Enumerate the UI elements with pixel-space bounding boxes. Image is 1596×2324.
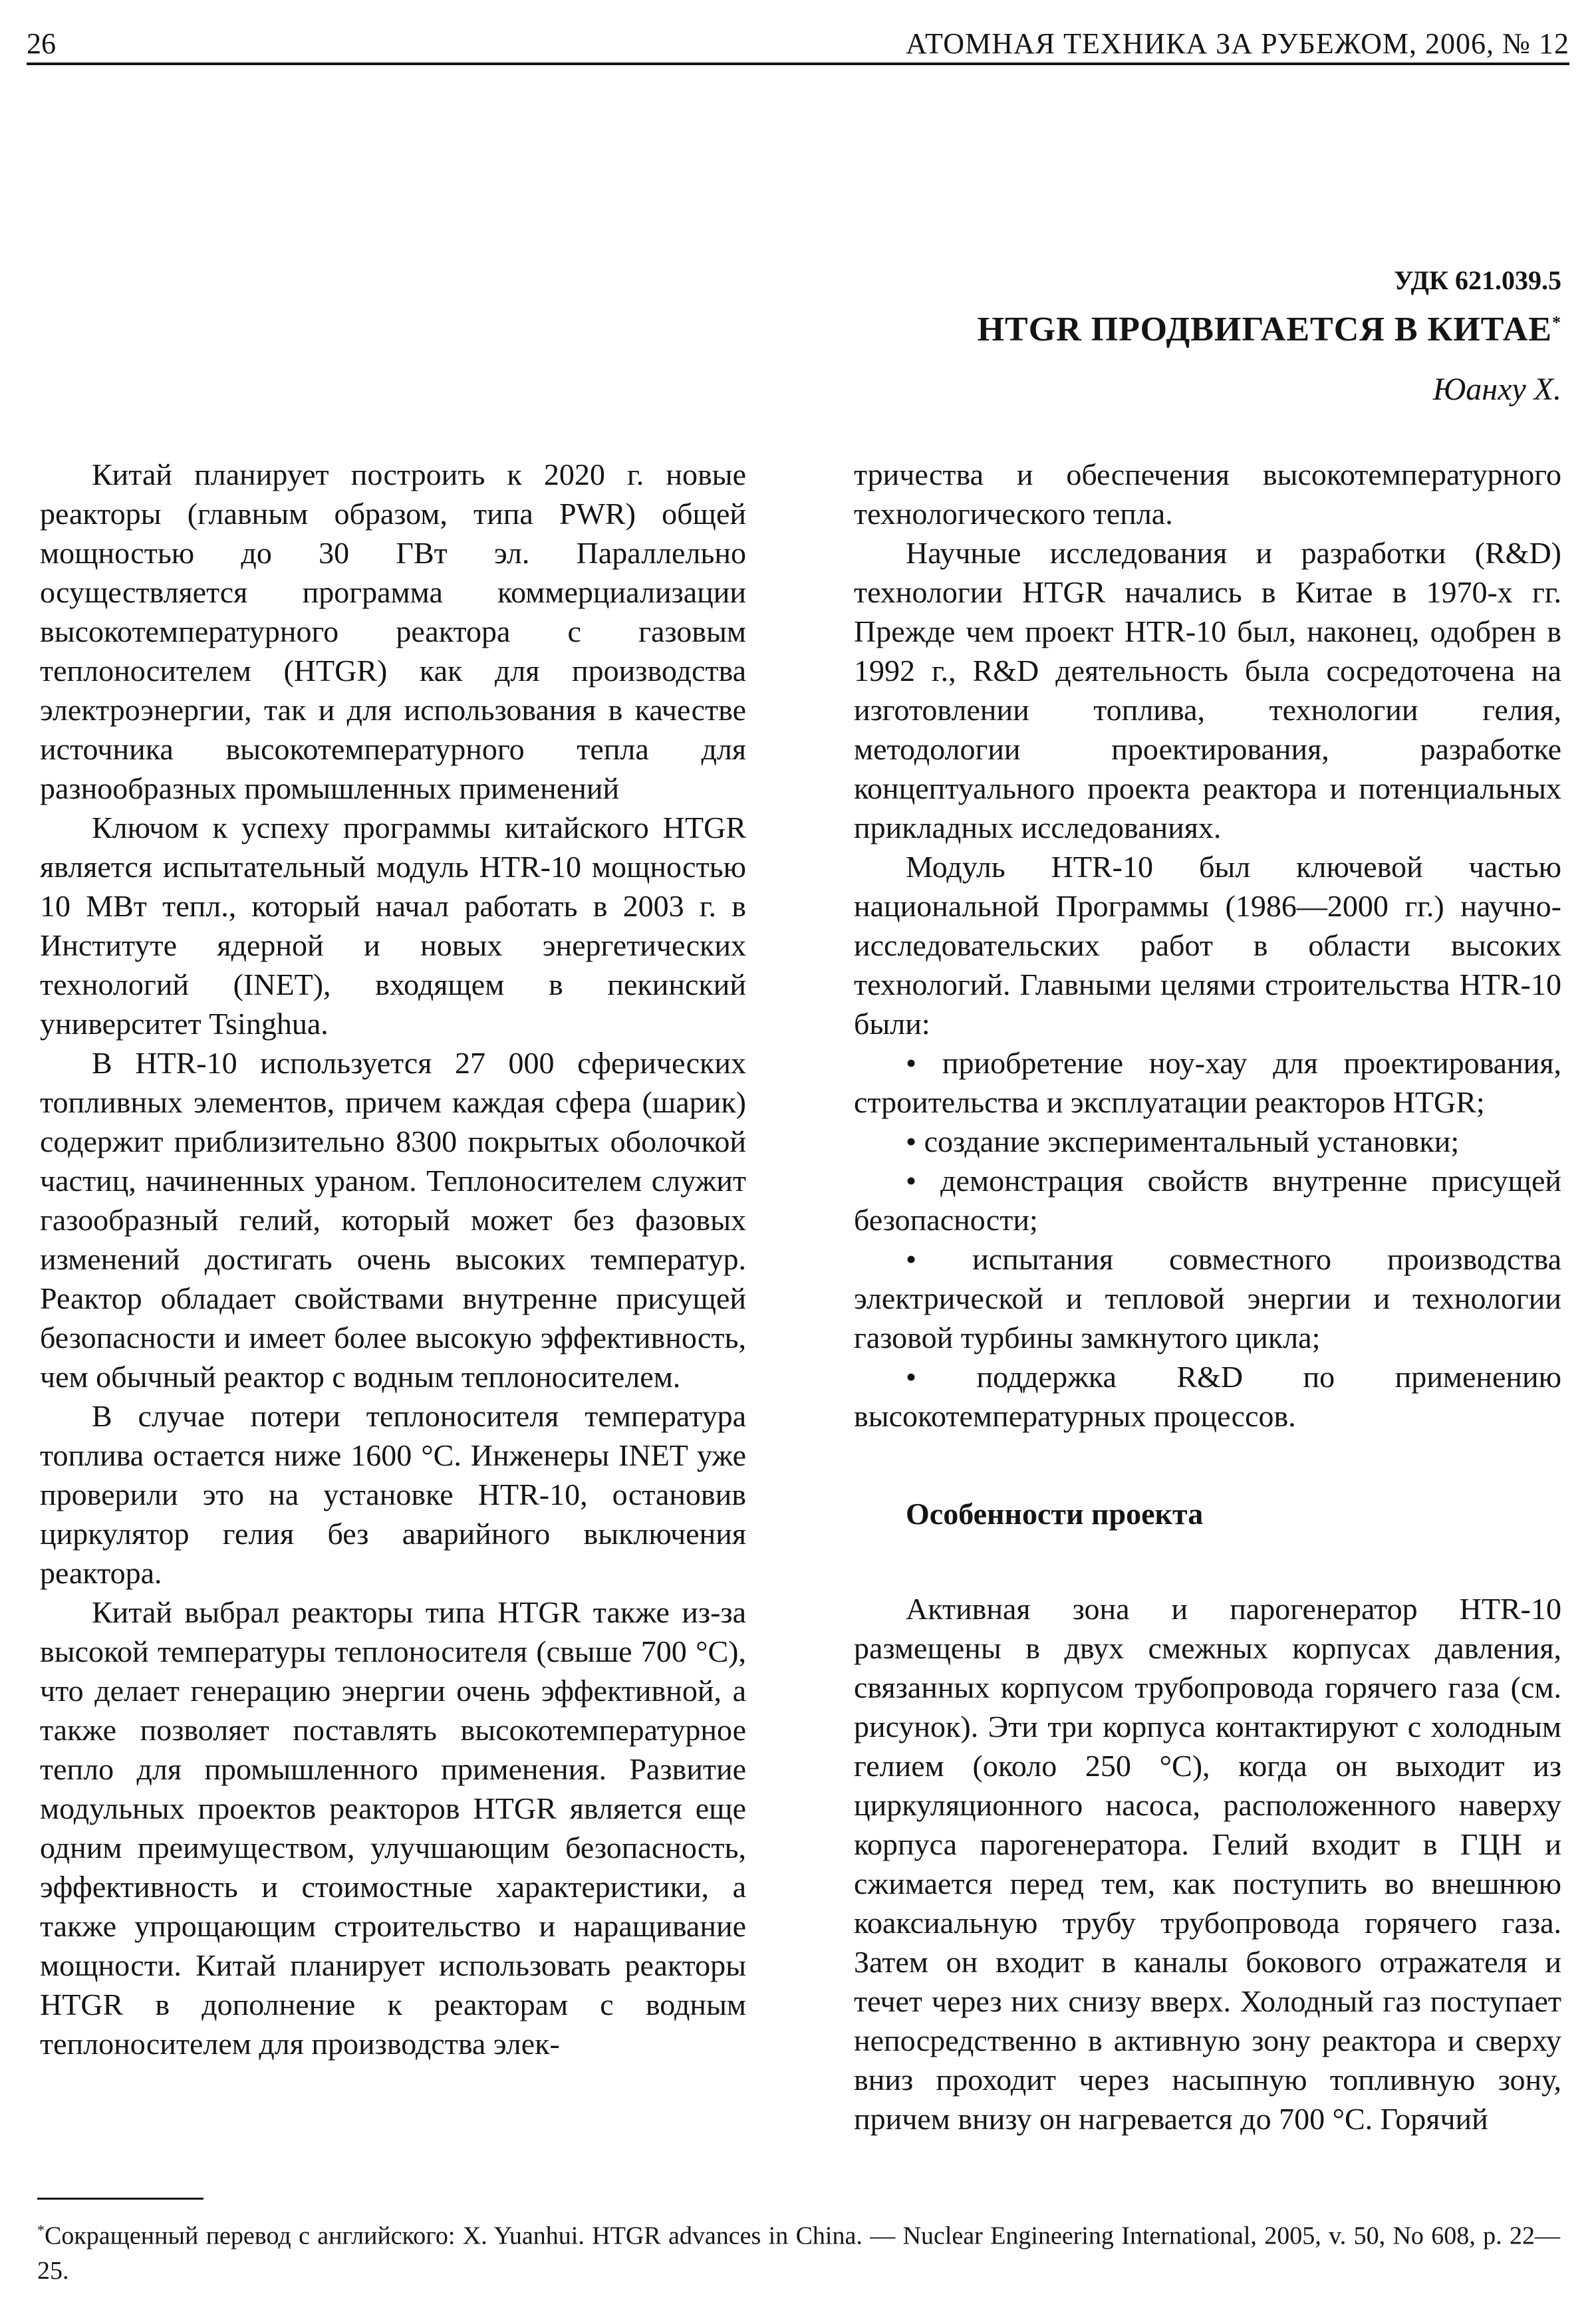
footnote-mark: * <box>37 2222 45 2238</box>
footnote-text: Сокращенный перевод с английского: X. Yuanhui. HTGR advances in China. — Nuclear Engineering International, 2005, v. 50, No 608, p. 22—25. <box>37 2222 1560 2285</box>
title-footnote-mark: * <box>1552 313 1561 332</box>
bullet-item: • приобретение ноу-хау для проектирования, строительства и эксплуатации реакторов HTGR; <box>854 1046 1561 1119</box>
paragraph: В случае потери теплоносителя температура топлива остается ниже 1600 °С. Инженеры INET уже проверили это на установке HTR-10, остановив циркулятор гелия без аварийного выключения реактора. <box>40 1399 746 1590</box>
bullet-item: • создание экспериментальный установки; <box>906 1124 1460 1158</box>
paragraph-continuation: тричества и обеспечения высокотемпературного технологического тепла. <box>854 457 1561 531</box>
bullet-item: • демонстрация свойств внутренне присущей безопасности; <box>854 1164 1561 1237</box>
article-author: Юанху Х. <box>1432 372 1561 407</box>
paragraph: Ключом к успеху программы китайского HTGR является испытательный модуль HTR-10 мощностью 10 МВт тепл., который начал работать в 2003 г. в Институте ядерной и новых энергетических технологий (INET), входящем в пекинский университет Tsinghua. <box>40 811 746 1041</box>
page-number: 26 <box>27 27 56 60</box>
header-rule <box>27 63 1569 65</box>
paragraph: Китай планирует построить к 2020 г. новые реакторы (главным образом, типа PWR) общей мощностью до 30 ГВт эл. Параллельно осуществляется программа коммерциализации высокотемпературного реактора с газовым теплоносителем (HTGR) как для производства электроэнергии, так и для использования в качестве источника высокотемпературного тепла для разнообразных промышленных применений <box>40 457 746 805</box>
article-title-text: HTGR ПРОДВИГАЕТСЯ В КИТАЕ <box>977 311 1552 348</box>
bullet-item: • поддержка R&D по применению высокотемпературных процессов. <box>854 1360 1561 1433</box>
footnote <box>37 2213 1560 2288</box>
article-title <box>978 310 1561 349</box>
paragraph: Научные исследования и разработки (R&D) технологии HTGR начались в Китае в 1970-х гг. Прежде чем проект HTR-10 был, наконец, одобрен в 1992 г., R&D деятельность была сосредоточена на изготовлении топлива, технологии гелия, методологии проектирования, разработке концептуального проекта реактора и потенциальных прикладных исследованиях. <box>854 536 1561 844</box>
bullet-item: • испытания совместного производства электрической и тепловой энергии и технологии газовой турбины замкнутого цикла; <box>854 1242 1561 1355</box>
paragraph: В HTR-10 используется 27 000 сферических топливных элементов, причем каждая сфера (шарик) содержит приблизительно 8300 покрытых оболочкой частиц, начиненных ураном. Теплоносителем служит газообразный гелий, который может без фазовых изменений достигать очень высоких температур. Реактор обладает свойствами внутренне присущей безопасности и имеет более высокую эффективность, чем обычный реактор с водным теплоносителем. <box>40 1046 746 1394</box>
right-column <box>854 455 1561 2138</box>
running-head <box>27 20 1569 66</box>
paragraph: Китай выбрал реакторы типа HTGR также из-за высокой температуры теплоносителя (свыше 700 °С), что делает генерацию энергии очень эффективной, а также позволяет поставлять высокотемпературное тепло для промышленного применения. Развитие модульных проектов реакторов HTGR является еще одним преимуществом, улучшающим безопасность, эффективность и стоимостные характеристики, а также упрощающим строительство и наращивание мощности. Китай планирует использовать реакторы HTGR в дополнение к реакторам с водным теплоносителем для производства элек- <box>40 1595 746 2061</box>
left-column <box>40 455 746 2063</box>
paragraph: Модуль HTR-10 был ключевой частью национальной Программы (1986—2000 гг.) научно-исследовательских работ в области высоких технологий. Главными целями строительства HTR-10 были: <box>854 850 1561 1041</box>
section-heading: Особенности проекта <box>906 1497 1204 1531</box>
footnote-rule <box>37 2198 203 2200</box>
paragraph: Активная зона и парогенератор HTR-10 размещены в двух смежных корпусах давления, связанных корпусом трубопровода горячего газа (см. рисунок). Эти три корпуса контактируют с холодным гелием (около 250 °С), когда он выходит из циркуляционного насоса, расположенного наверху корпуса парогенератора. Гелий входит в ГЦН и сжимается перед тем, как поступить во внешнюю коаксиальную трубу трубопровода горячего газа. Затем он входит в каналы бокового отражателя и течет через них снизу вверх. Холодный газ поступает непосредственно в активную зону реактора и сверху вниз проходит через насыпную топливную зону, причем внизу он нагревается до 700 °С. Горячий <box>854 1592 1561 2136</box>
udk-code: УДК 621.039.5 <box>1394 265 1561 295</box>
journal-title: АТОМНАЯ ТЕХНИКА ЗА РУБЕЖОМ, 2006, № 12 <box>906 27 1569 60</box>
